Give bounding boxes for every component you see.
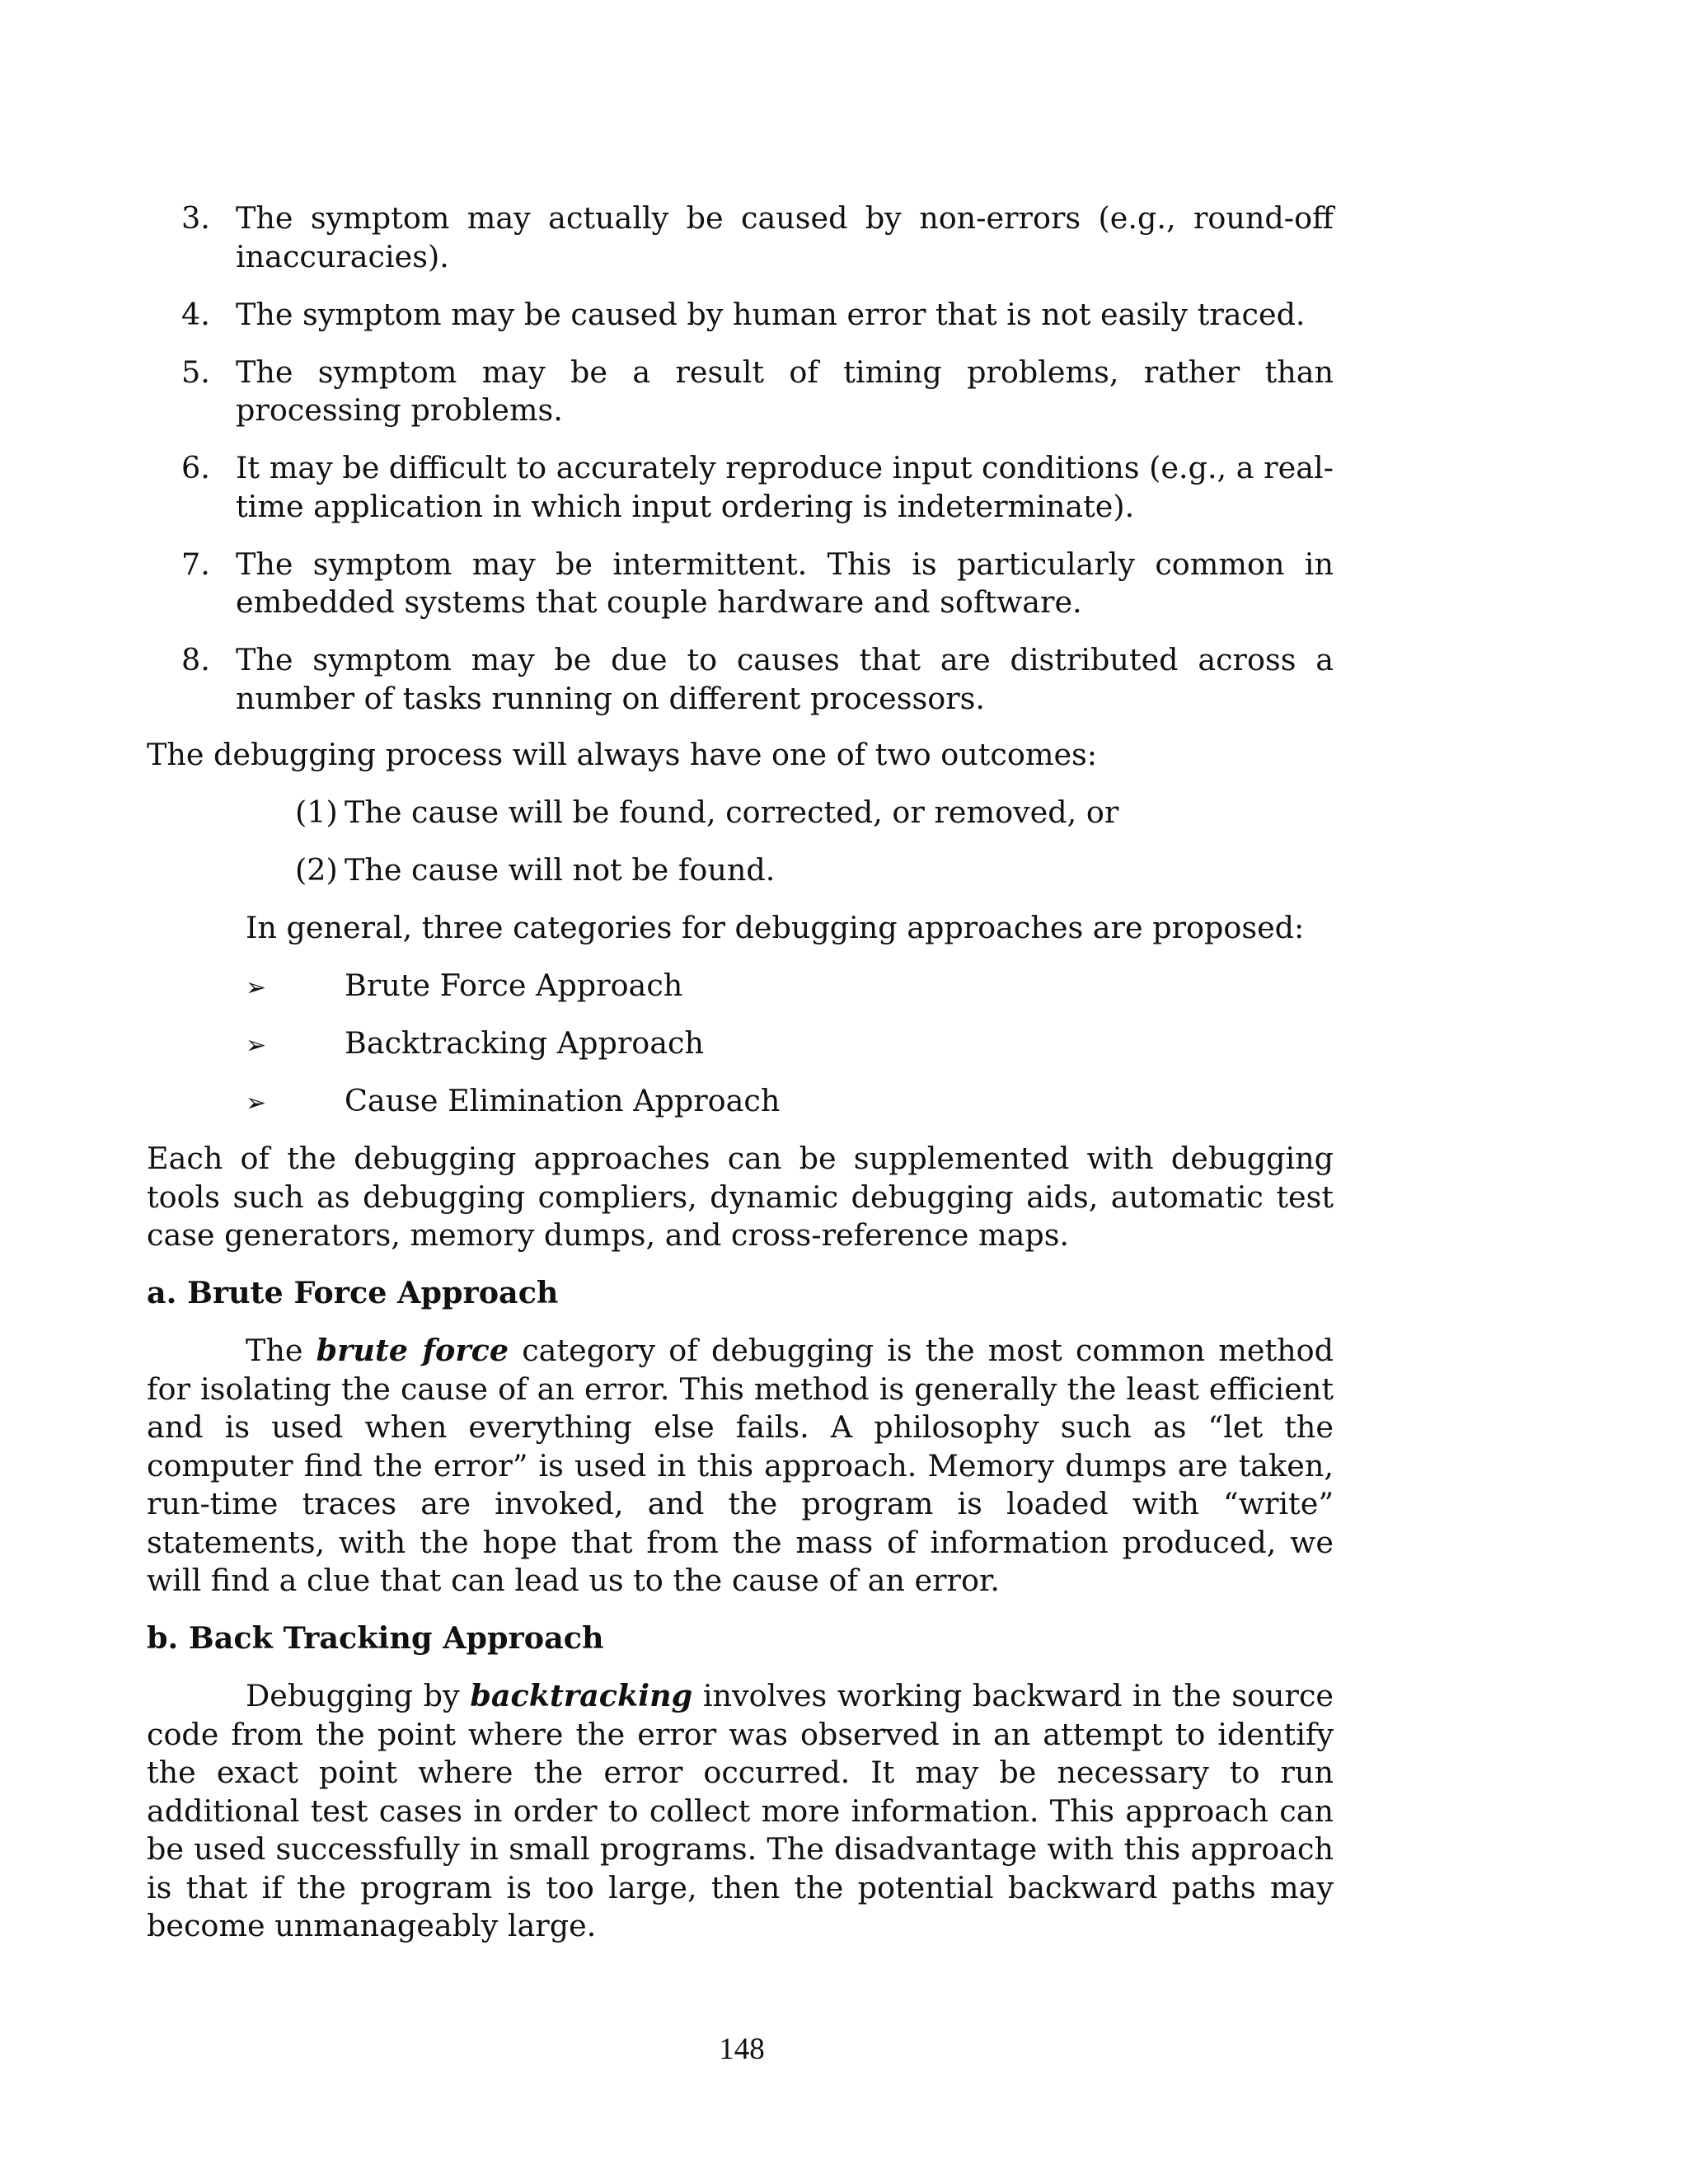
list-item-text: It may be difficult to accurately reproduce input conditions (e.g., a real-time application in which input ordering is indeterminate). — [236, 450, 1334, 524]
arrow-bullet-icon: ➢ — [246, 1031, 267, 1060]
bullet-text: Cause Elimination Approach — [345, 1083, 781, 1118]
outcome-text: The cause will not be found. — [345, 852, 776, 888]
outcome-item — [295, 851, 1284, 890]
arrow-bullet-icon: ➢ — [246, 1089, 267, 1118]
categories-intro: In general, three categories for debugging approaches are proposed: — [246, 910, 1305, 945]
list-number: 6. — [181, 450, 210, 485]
list-item — [147, 199, 1334, 276]
list-item-text: The symptom may be a result of timing problems, rather than processing problems. — [236, 354, 1334, 428]
outcome-text: The cause will be found, corrected, or removed, or — [345, 794, 1119, 830]
outcomes-intro: The debugging process will always have one of two outcomes: — [147, 737, 1098, 772]
list-item-text: The symptom may be intermittent. This is particularly common in embedded systems that couple hardware and software. — [236, 546, 1334, 620]
outcome-label: (2) — [295, 852, 338, 888]
page-number: 148 — [719, 2032, 765, 2066]
list-number: 3. — [181, 200, 210, 236]
list-item — [147, 354, 1334, 430]
arrow-bullet-icon: ➢ — [246, 973, 267, 1002]
list-item-text: The symptom may be caused by human error that is not easily traced. — [236, 296, 1306, 332]
list-item — [147, 641, 1334, 718]
section-heading: a. Brute Force Approach — [147, 1275, 559, 1310]
bullet-item — [246, 967, 1235, 1008]
symptom-list — [147, 199, 1334, 738]
list-number: 4. — [181, 296, 210, 332]
section-paragraph — [147, 1677, 1334, 1946]
bullet-text: Brute Force Approach — [345, 968, 683, 1003]
emphasis-term: brute force — [316, 1333, 509, 1368]
list-item — [147, 296, 1334, 335]
paragraph-body: category of debugging is the most common method for isolating the cause of an error. This method is generally the least efficient and is used when everything else fails. A philosophy such as “let the computer find the error” is used in this approach. Memory dumps are taken, run-time traces are invoked, and the program is loaded with “write” statements, with the hope that from the mass of information produced, we will find a clue that can lead us to the cause of an error. — [147, 1333, 1334, 1598]
list-item — [147, 546, 1334, 622]
list-item-text: The symptom may actually be caused by non-errors (e.g., round-off inaccuracies). — [236, 200, 1334, 274]
section-heading: b. Back Tracking Approach — [147, 1620, 604, 1656]
list-number: 5. — [181, 354, 210, 390]
section-paragraph — [147, 1332, 1334, 1601]
outcome-label: (1) — [295, 794, 338, 830]
bullet-item — [246, 1024, 1235, 1066]
bullet-item — [246, 1082, 1235, 1123]
list-item-text: The symptom may be due to causes that are distributed across a number of tasks running on different processors. — [236, 642, 1334, 716]
emphasis-term: backtracking — [470, 1678, 693, 1713]
outcome-item — [295, 794, 1284, 832]
bullet-text: Backtracking Approach — [345, 1025, 704, 1061]
paragraph-lead: Debugging by — [246, 1678, 460, 1713]
paragraph-lead: The — [246, 1333, 303, 1368]
paragraph-body: involves working backward in the source code from the point where the error was observed in an attempt to identify the exact point where the error occurred. It may be necessary to run additional test cases in order to collect more information. This approach can be used successfully in small programs. The disadvantage with this approach is that if the program is too large, then the potential backward paths may become unmanageably large. — [147, 1678, 1334, 1943]
list-number: 7. — [181, 546, 210, 582]
list-item — [147, 449, 1334, 526]
list-number: 8. — [181, 642, 210, 677]
tools-paragraph: Each of the debugging approaches can be supplemented with debugging tools such as debugging compliers, dynamic debugging aids, automatic test case generators, memory dumps, and cross-reference maps. — [147, 1141, 1334, 1253]
